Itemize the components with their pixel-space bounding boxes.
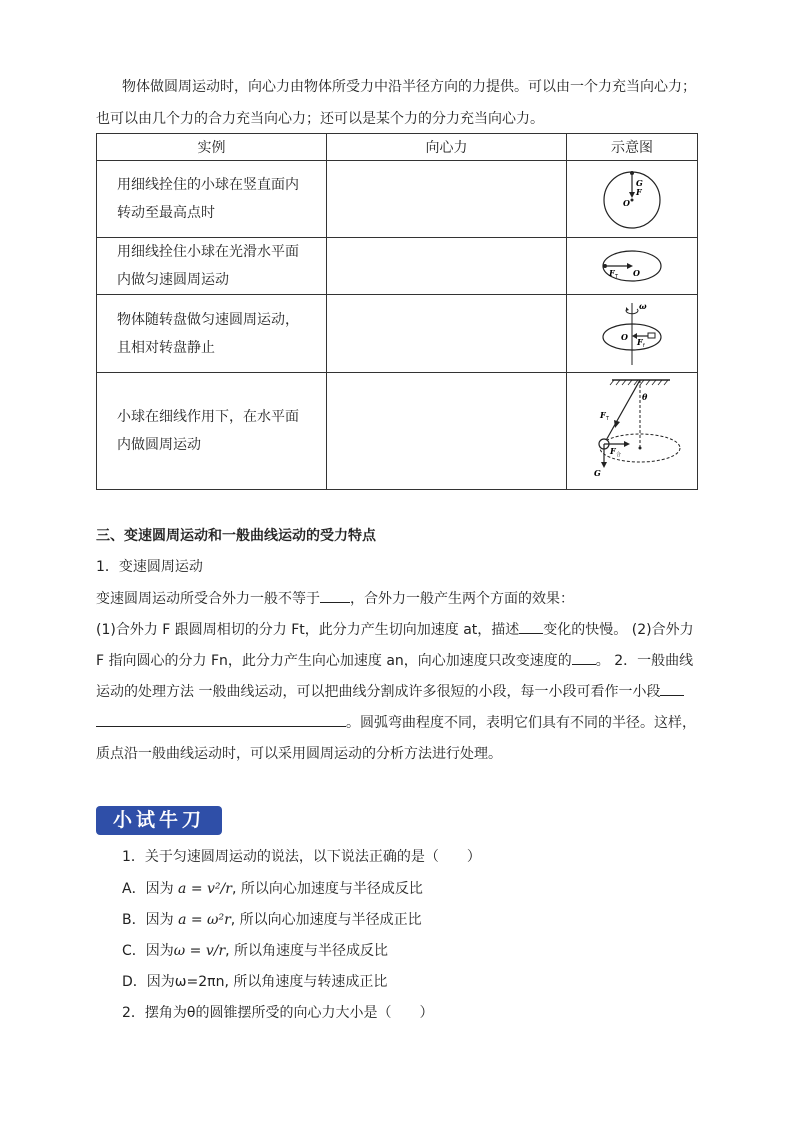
- label-ft: F: [609, 268, 615, 278]
- turntable-diagram: [597, 299, 667, 369]
- force-cell: [327, 238, 567, 295]
- diagram-cell: [567, 373, 698, 490]
- fill-blank[interactable]: [320, 586, 350, 603]
- text-run: 。 2．一般曲线运动的处理方法 一般曲线运动，可以把曲线分割成许多很短的小段，每一小段可看作一小段: [96, 653, 694, 700]
- paragraph-1: [96, 584, 700, 615]
- label-f: F: [637, 336, 643, 347]
- label-ft: F: [600, 410, 606, 420]
- example-line: 内做匀速圆周运动: [117, 272, 229, 288]
- example-line: 用细线拴住的小球在竖直面内: [117, 177, 299, 193]
- example-line: 且相对转盘静止: [117, 339, 215, 356]
- option-b[interactable]: [122, 910, 422, 930]
- conical-pendulum-diagram: [582, 376, 682, 486]
- text-run: ，合外力一般产生两个方面的效果：: [350, 591, 574, 607]
- label-o: O: [633, 268, 640, 278]
- question-2: 2．摆角为θ的圆锥摆所受的向心力大小是（ ）: [122, 1005, 434, 1021]
- option-label: C．因为: [122, 943, 174, 959]
- formula: a = v²/r: [178, 881, 232, 897]
- label-theta: θ: [642, 392, 648, 402]
- option-d[interactable]: D．因为ω=2πn, 所以角速度与转速成正比: [122, 974, 388, 990]
- table-row: [97, 373, 698, 490]
- label-f: F: [636, 187, 642, 197]
- header-example: 实例: [97, 134, 327, 161]
- example-line: 内做圆周运动: [117, 437, 201, 453]
- header-force: 向心力: [327, 134, 567, 161]
- fill-blank[interactable]: [572, 648, 596, 665]
- force-cell: [327, 295, 567, 373]
- diagram-cell: [567, 238, 698, 295]
- table-row: [97, 161, 698, 238]
- example-cell: [97, 161, 327, 238]
- option-text: , 所以角速度与半径成反比: [225, 943, 389, 959]
- example-line: 用细线拴住小球在光滑水平面: [117, 244, 299, 260]
- option-a[interactable]: [122, 879, 423, 899]
- text-run: (1)合外力 F 跟圆周相切的分力 Ft，此分力产生切向加速度 at，描述: [96, 622, 520, 638]
- label-o: O: [621, 331, 628, 342]
- formula: a = ω²r: [178, 912, 231, 928]
- example-line: 物体随转盘做匀速圆周运动，: [117, 311, 299, 328]
- table-row: [97, 295, 698, 373]
- vertical-circle-diagram: [597, 166, 667, 232]
- label-f-sub: f: [643, 342, 645, 349]
- text-run: 变速圆周运动所受合外力一般不等于: [96, 591, 320, 607]
- subsection-title: 1．变速圆周运动: [96, 559, 203, 575]
- option-text: , 所以向心加速度与半径成反比: [231, 881, 423, 897]
- label-f-net: F: [610, 446, 616, 456]
- text-run: 变化的快慢。 (2)合外力 F 指向圆心的分力 Fn，此分力产生向心加速度 an，向心加速度只改变速度的: [96, 622, 694, 669]
- option-label: B．因为: [122, 912, 179, 928]
- fill-blank[interactable]: [660, 679, 684, 696]
- section-title: 三、变速圆周运动和一般曲线运动的受力特点: [96, 528, 376, 544]
- label-o: O: [623, 198, 630, 208]
- diagram-cell: [567, 295, 698, 373]
- diagram-cell: [567, 161, 698, 238]
- label-ft-sub: T: [606, 416, 610, 422]
- force-cell: [327, 161, 567, 238]
- paragraph-2: [96, 615, 700, 770]
- label-ft-sub: T: [615, 274, 619, 280]
- force-cell: [327, 373, 567, 490]
- example-cell: [97, 373, 327, 490]
- option-text: , 所以向心加速度与半径成正比: [230, 912, 422, 928]
- fill-blank[interactable]: [96, 710, 346, 727]
- header-diagram: 示意图: [567, 134, 698, 161]
- table-row: [97, 238, 698, 295]
- fill-blank[interactable]: [519, 617, 543, 634]
- horizontal-ellipse-diagram: [597, 246, 667, 286]
- example-line: 转动至最高点时: [117, 205, 215, 221]
- intro-line-2: 也可以由几个力的合力充当向心力；还可以是某个力的分力充当向心力。: [96, 111, 544, 127]
- option-label: A．因为: [122, 881, 179, 897]
- centripetal-force-table: [96, 133, 698, 490]
- example-cell: [97, 238, 327, 295]
- example-line: 小球在细线作用下，在水平面: [117, 409, 299, 425]
- label-f-net-sub: 合: [616, 452, 622, 458]
- label-g: G: [636, 178, 643, 188]
- formula: ω = v/r: [173, 943, 226, 959]
- option-c[interactable]: [122, 941, 388, 961]
- intro-line-1: 物体做圆周运动时，向心力由物体所受力中沿半径方向的力提供。可以由一个力充当向心力；: [122, 79, 696, 95]
- example-cell: [97, 295, 327, 373]
- label-omega: ω: [639, 300, 647, 311]
- table-header-row: [97, 134, 698, 161]
- practice-badge: 小试牛刀: [96, 806, 222, 835]
- label-g: G: [594, 468, 601, 478]
- question-1: 1．关于匀速圆周运动的说法，以下说法正确的是（ ）: [122, 849, 481, 865]
- text-run: 。圆弧弯曲程度不同，表明它们具有不同的半径。这样，质点沿一般曲线运动时，可以采用圆周运动的分析方法进行处理。: [96, 715, 696, 762]
